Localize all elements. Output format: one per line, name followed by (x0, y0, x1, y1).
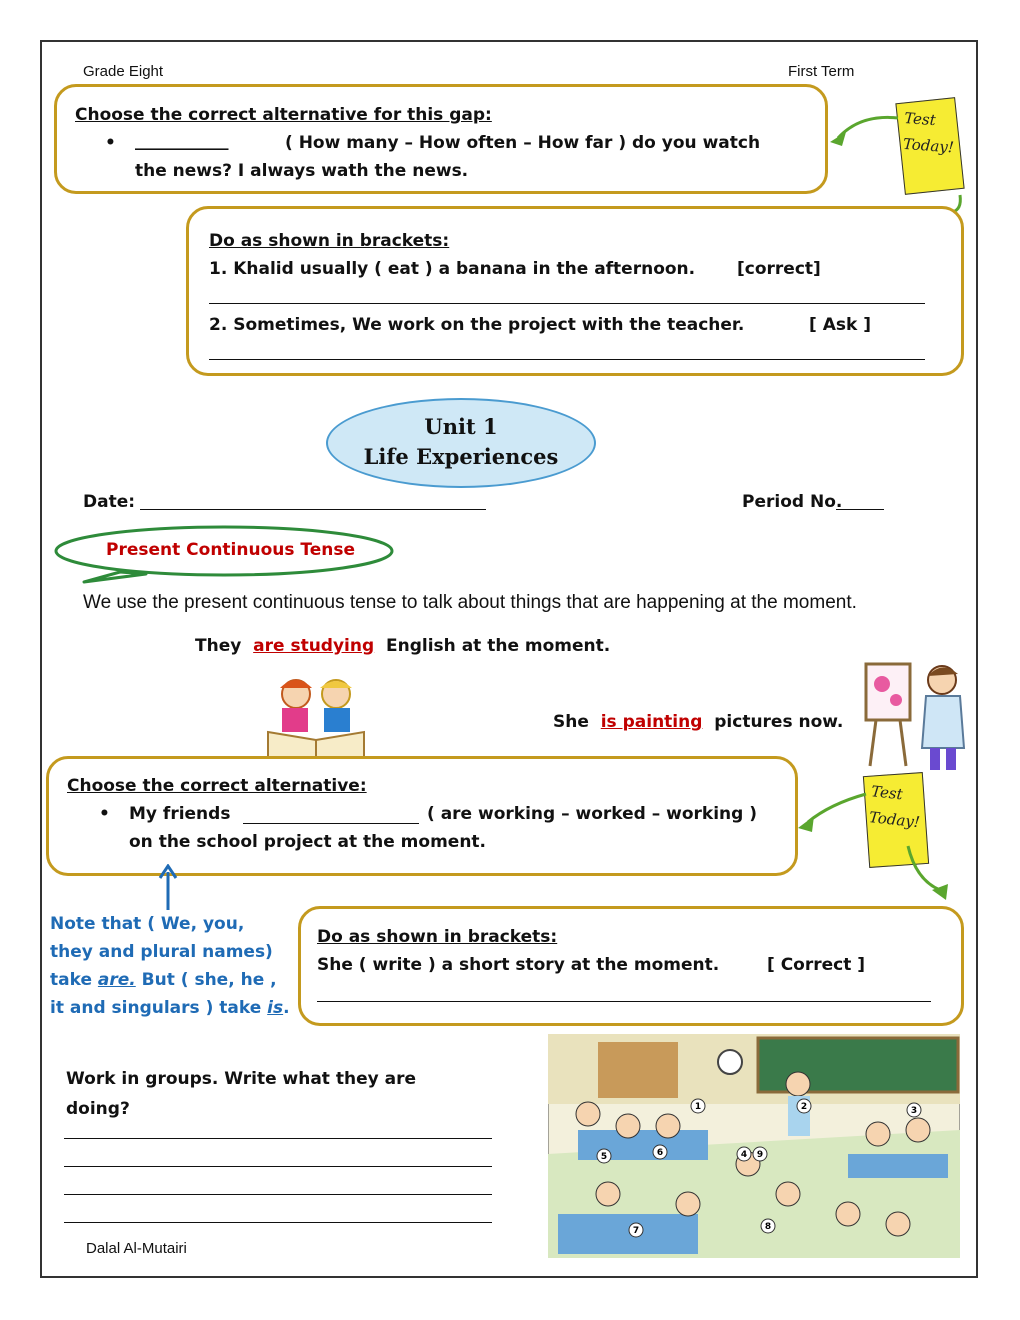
question4-item: She ( write ) a short story at the moment. (317, 955, 720, 975)
question3-title: Choose the correct alternative: (67, 776, 367, 796)
test-word: Test (870, 782, 904, 804)
answer-blank (243, 823, 419, 824)
question2-box (186, 206, 964, 376)
answer-line (209, 303, 925, 304)
note-line2: they and plural names) (50, 942, 273, 962)
question1-title: Choose the correct alternative for this gap: (75, 105, 492, 125)
question3-box (46, 756, 798, 876)
example2 (553, 712, 843, 732)
question2-title: Do as shown in brackets: (209, 231, 450, 251)
classroom-number: 9 (756, 1150, 764, 1160)
classroom-number: 4 (740, 1150, 748, 1160)
writing-line (64, 1138, 492, 1139)
question4-box (298, 906, 964, 1026)
classroom-number: 5 (600, 1152, 608, 1162)
example1-subject: They (195, 636, 242, 656)
note-line1: Note that ( We, you, (50, 914, 245, 934)
example2-subject: She (553, 712, 589, 732)
question1-blank: ___________ (135, 131, 229, 151)
question2-item2-tag: [ Ask ] (809, 315, 871, 335)
group-task (66, 1064, 416, 1124)
note-line3-c: But ( she, he , (135, 970, 277, 990)
answer-line (317, 1001, 931, 1002)
writing-line (64, 1222, 492, 1223)
note-line4-a: it and singulars ) take (50, 998, 268, 1018)
unit-number: Unit 1 (424, 414, 498, 439)
answer-line (209, 359, 925, 360)
example1 (195, 636, 610, 656)
grade-label: Grade Eight (83, 63, 164, 80)
arrows-middle (790, 780, 970, 910)
group-task-line2: doing? (66, 1099, 130, 1119)
classroom-number: 8 (764, 1222, 772, 1232)
question4-tag: [ Correct ] (767, 955, 866, 975)
test-word: Test (903, 109, 937, 130)
arrows-top (820, 100, 980, 220)
note-line3-a: take (50, 970, 98, 990)
period-label: Period No. (742, 492, 843, 512)
group-task-line1: Work in groups. Write what they are (66, 1069, 416, 1089)
note-is: is (267, 998, 284, 1018)
date-label: Date: (83, 492, 136, 512)
period-line (836, 509, 884, 510)
today-word: Today! (868, 808, 921, 832)
question1-options: ( How many – How often – How far ) do you watch (285, 133, 761, 153)
note-line4-c: . (283, 998, 290, 1018)
example1-rest: English at the moment. (386, 636, 611, 656)
question2-item2: 2. Sometimes, We work on the project with the teacher. (209, 315, 745, 335)
question2-item1-tag: [correct] (737, 259, 821, 279)
note-are: are. (97, 970, 136, 990)
question3-continuation: on the school project at the moment. (129, 832, 487, 852)
classroom-picture (548, 1034, 960, 1258)
classroom-number: 2 (800, 1102, 808, 1112)
date-line (140, 509, 486, 510)
arrow-up (156, 864, 180, 912)
term-label: First Term (788, 63, 855, 80)
question2-item1: 1. Khalid usually ( eat ) a banana in the afternoon. (209, 259, 696, 279)
question3-subject: My friends (129, 804, 231, 824)
unit-oval (326, 398, 596, 488)
classroom-number: 3 (910, 1106, 918, 1116)
writing-line (64, 1194, 492, 1195)
author-name: Dalal Al-Mutairi (86, 1240, 187, 1257)
unit-title: Life Experiences (363, 444, 559, 469)
example1-verb: are studying (253, 636, 375, 656)
today-word: Today! (902, 134, 955, 157)
example2-verb: is painting (600, 712, 703, 732)
question1-box (54, 84, 828, 194)
girl-painting-picture (862, 656, 972, 778)
question3-options: ( are working – worked – working ) (427, 804, 758, 824)
classroom-number: 1 (694, 1102, 702, 1112)
bullet: • (99, 804, 110, 824)
writing-line (64, 1166, 492, 1167)
grammar-note (50, 910, 290, 1022)
question4-title: Do as shown in brackets: (317, 927, 558, 947)
classroom-number: 6 (656, 1148, 664, 1158)
explanation-text: We use the present continuous tense to talk about things that are happening at the moment. (83, 592, 857, 613)
question1-continuation: the news? I always wath the news. (135, 161, 469, 181)
bubble-title: Present Continuous Tense (106, 540, 356, 560)
bullet: • (105, 133, 116, 153)
example2-rest: pictures now. (714, 712, 844, 732)
classroom-number: 7 (632, 1226, 640, 1236)
